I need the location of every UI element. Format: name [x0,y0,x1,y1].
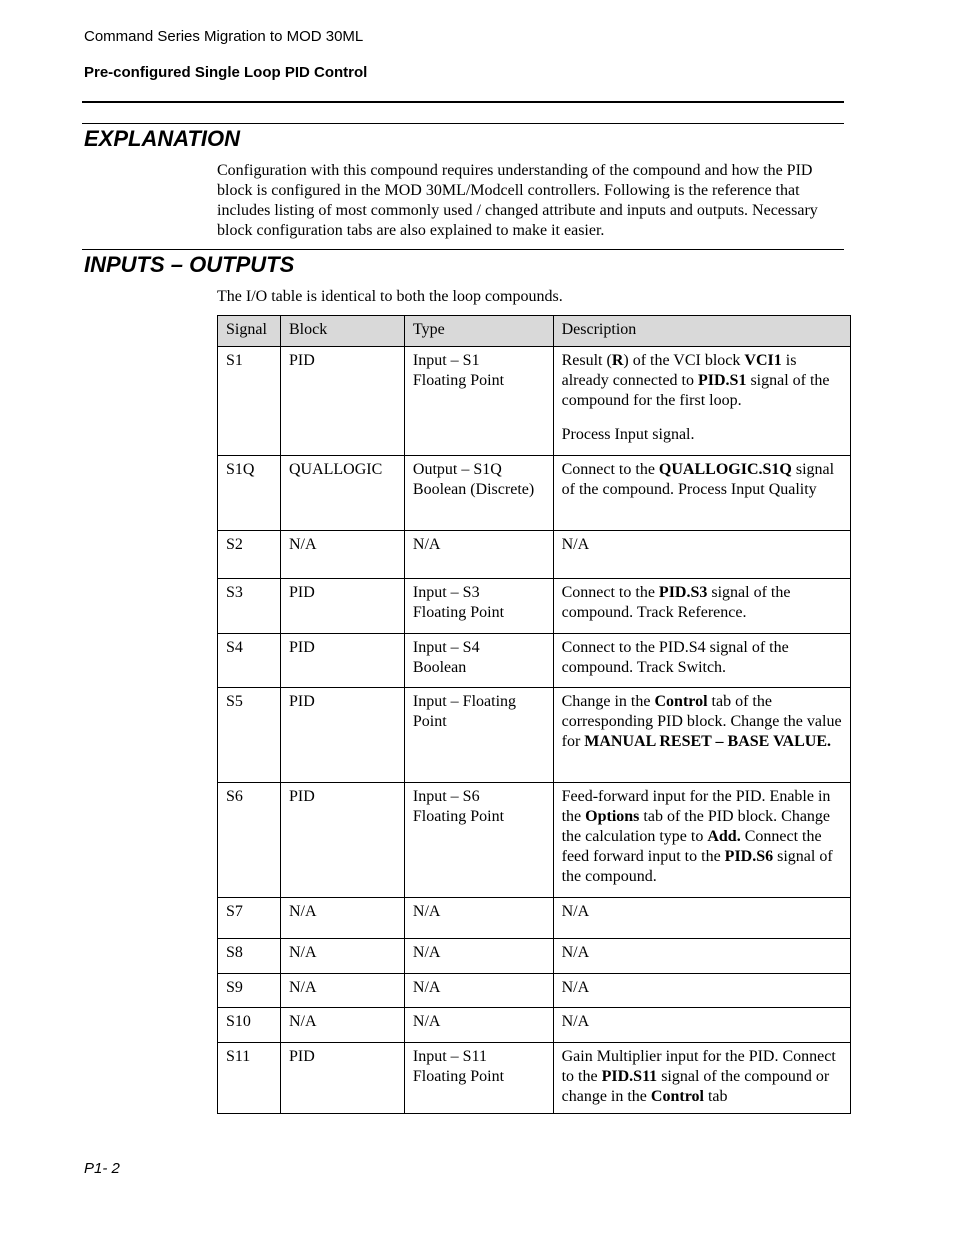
table-row [218,456,851,531]
signal-cell: S5 [218,688,281,783]
signal-cell: S6 [218,783,281,898]
type-cell [404,1008,553,1043]
type-line: Floating Point [412,808,505,825]
block-cell: PID [280,579,404,634]
description-text: Connect to the [561,461,659,478]
description-text: tab of the PID block. Change the calculation type to [561,808,831,845]
description-text: N/A [561,979,590,996]
io-table-body [218,347,851,1114]
type-cell [404,634,553,688]
description-cell [553,783,850,898]
io-intro: The I/O table is identical to both the loop compounds. [217,288,563,305]
type-cell [404,783,553,898]
type-line: Floating Point [412,1068,505,1085]
description-text: signal of the compound. [561,848,833,885]
block-cell: PID [280,688,404,783]
column-header-description: Description [553,316,850,347]
block-cell: N/A [280,1008,404,1043]
column-header-block: Block [280,316,404,347]
block-cell: PID [280,783,404,898]
io-rule [82,249,844,250]
signal-cell: S1 [218,347,281,456]
description-text: Connect to the [561,584,659,601]
type-line: Input – S11 [412,1048,487,1065]
type-line: Input – S3 [412,584,480,601]
description-paragraph [562,638,842,678]
table-row [218,1043,851,1114]
block-cell: PID [280,347,404,456]
description-text: Result ( [561,352,612,369]
table-row [218,531,851,579]
description-emphasis: PID.S1 [697,372,747,389]
type-cell [404,1043,553,1114]
description-text: Process Input signal. [561,426,695,443]
type-line: Boolean [412,659,467,676]
description-text: is already connected to [561,352,797,389]
type-line: Boolean (Discrete) [412,481,535,498]
block-cell: QUALLOGIC [280,456,404,531]
signal-cell: S10 [218,1008,281,1043]
signal-cell: S1Q [218,456,281,531]
type-line: N/A [412,1013,441,1030]
signal-cell: S9 [218,974,281,1008]
description-paragraph [562,1012,842,1032]
description-text: ) of the VCI block [623,352,745,369]
type-line: N/A [412,903,441,920]
page-number: P1- 2 [84,1160,120,1177]
description-cell [553,1043,850,1114]
io-table-header-row [218,316,851,347]
description-text: signal of the compound for the first loop. [561,372,830,409]
signal-cell: S4 [218,634,281,688]
description-text: N/A [561,1013,590,1030]
description-paragraph [562,425,842,445]
description-paragraph [562,460,842,500]
table-row [218,939,851,974]
description-cell [553,531,850,579]
type-cell [404,898,553,939]
type-cell [404,531,553,579]
type-cell [404,347,553,456]
description-emphasis: VCI1 [744,352,782,369]
description-cell [553,1008,850,1043]
type-line: Output – S1Q [412,461,502,478]
type-cell [404,456,553,531]
description-emphasis: R [611,352,624,369]
type-line: N/A [412,944,441,961]
io-table [217,315,851,1114]
explanation-body: Configuration with this compound requires understanding of the compound and how the PID block is configured in the MOD 30ML/Modcell controllers. Following is the reference that includes listing of most commonly used / changed attribute and inputs and outputs. Necessary block configuration tabs are also explained to make it easier. [217,162,818,239]
description-text: signal of the compound or change in the [561,1068,830,1105]
description-text: Change in the [561,693,655,710]
table-row [218,347,851,456]
signal-cell: S3 [218,579,281,634]
description-emphasis: PID.S11 [601,1068,658,1085]
explanation-rule [82,123,844,124]
description-paragraph [562,535,842,555]
type-line: Input – S4 [412,639,480,656]
signal-cell: S2 [218,531,281,579]
type-cell [404,939,553,974]
block-cell: PID [280,1043,404,1114]
description-emphasis: Control [650,1088,704,1105]
column-header-signal: Signal [218,316,281,347]
block-cell: N/A [280,939,404,974]
description-text: N/A [561,536,590,553]
description-text: Feed-forward input for the PID. Enable in the [561,788,831,825]
description-text: Connect the feed forward input to the [561,828,822,865]
block-cell: N/A [280,898,404,939]
description-text: tab [703,1088,728,1105]
signal-cell: S11 [218,1043,281,1114]
description-paragraph [562,943,842,963]
description-paragraph [562,902,842,922]
document-title: Command Series Migration to MOD 30ML [84,28,364,45]
io-heading: INPUTS – OUTPUTS [84,252,295,277]
type-line: Point [412,713,447,730]
type-cell [404,688,553,783]
description-cell [553,634,850,688]
block-cell: N/A [280,974,404,1008]
description-cell [553,898,850,939]
table-row [218,688,851,783]
description-paragraph [562,978,842,998]
signal-cell: S8 [218,939,281,974]
description-text: Gain Multiplier input for the PID. Connect to the [561,1048,836,1085]
type-line: Input – S1 [412,352,480,369]
description-cell [553,347,850,456]
description-emphasis: QUALLOGIC.S1Q [658,461,792,478]
block-cell: N/A [280,531,404,579]
table-row [218,634,851,688]
section-title: Pre-configured Single Loop PID Control [84,64,368,81]
description-cell [553,688,850,783]
type-line: Floating Point [412,372,505,389]
description-cell [553,939,850,974]
block-cell: PID [280,634,404,688]
description-emphasis: PID.S6 [724,848,774,865]
description-cell [553,974,850,1008]
description-text: signal of the compound. Process Input Quality [561,461,835,498]
description-paragraph [562,692,842,752]
description-emphasis: MANUAL RESET – BASE VALUE. [584,733,832,750]
table-row [218,579,851,634]
type-cell [404,974,553,1008]
description-cell [553,456,850,531]
description-paragraph [562,351,842,411]
type-line: N/A [412,979,441,996]
description-text: N/A [561,944,590,961]
description-emphasis: Options [585,808,640,825]
description-emphasis: Control [654,693,708,710]
type-line: N/A [412,536,441,553]
type-line: Input – S6 [412,788,480,805]
description-text: signal of the compound. Track Reference. [561,584,791,621]
description-text: N/A [561,903,590,920]
header-rule [82,101,844,103]
description-emphasis: PID.S3 [658,584,708,601]
description-emphasis: Add. [707,828,741,845]
description-paragraph [562,787,842,887]
description-text: tab of the corresponding PID block. Change the value for [561,693,842,750]
description-text: Connect to the PID.S4 signal of the compound. Track Switch. [561,639,789,676]
type-line: Input – Floating [412,693,517,710]
table-row [218,974,851,1008]
table-row [218,783,851,898]
type-cell [404,579,553,634]
type-line: Floating Point [412,604,505,621]
table-row [218,898,851,939]
column-header-type: Type [404,316,553,347]
description-paragraph [562,1047,842,1107]
description-cell [553,579,850,634]
description-paragraph [562,583,842,623]
signal-cell: S7 [218,898,281,939]
table-row [218,1008,851,1043]
explanation-heading: EXPLANATION [84,126,241,151]
